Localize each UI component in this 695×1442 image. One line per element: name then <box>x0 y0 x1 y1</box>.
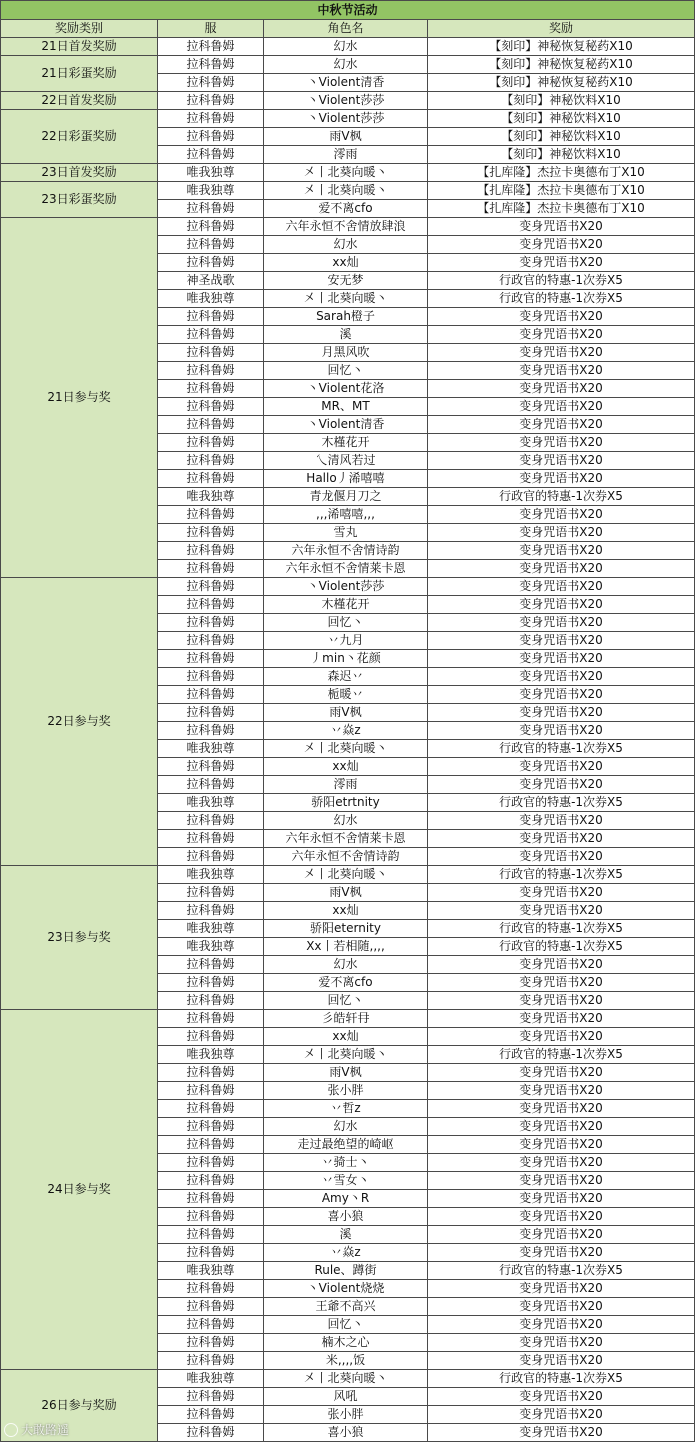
character-name-cell: 王爺不高兴 <box>264 1298 428 1316</box>
reward-cell: 变身咒语书X20 <box>428 650 695 668</box>
reward-cell: 变身咒语书X20 <box>428 218 695 236</box>
reward-cell: 【刻印】神秘恢复秘药X10 <box>428 38 695 56</box>
character-name-cell: 幻水 <box>264 812 428 830</box>
server-cell: 拉科鲁姆 <box>158 1028 264 1046</box>
server-cell: 拉科鲁姆 <box>158 686 264 704</box>
table-row <box>1 1010 695 1028</box>
character-name-cell: 彡皓轩冄 <box>264 1010 428 1028</box>
server-cell: 拉科鲁姆 <box>158 704 264 722</box>
reward-cell: 变身咒语书X20 <box>428 758 695 776</box>
category-cell: 26日参与奖励 <box>1 1370 158 1442</box>
server-cell: 唯我独尊 <box>158 488 264 506</box>
character-name-cell: 㐅丨北葵向暖丶 <box>264 1370 428 1388</box>
category-cell: 22日彩蛋奖励 <box>1 110 158 164</box>
character-name-cell: 㐅丨北葵向暖丶 <box>264 182 428 200</box>
category-cell: 23日彩蛋奖励 <box>1 182 158 218</box>
character-name-cell: 幻水 <box>264 56 428 74</box>
table-row <box>1 92 695 110</box>
server-cell: 拉科鲁姆 <box>158 1208 264 1226</box>
character-name-cell: 雪丸 <box>264 524 428 542</box>
character-name-cell: 张小胖 <box>264 1406 428 1424</box>
reward-cell: 变身咒语书X20 <box>428 1280 695 1298</box>
reward-cell: 行政官的特惠-1次券X5 <box>428 272 695 290</box>
server-cell: 拉科鲁姆 <box>158 506 264 524</box>
character-name-cell: 六年永恒不舍情莱卡恩 <box>264 560 428 578</box>
server-cell: 唯我独尊 <box>158 1262 264 1280</box>
table-row <box>1 182 695 200</box>
server-cell: 拉科鲁姆 <box>158 398 264 416</box>
server-cell: 拉科鲁姆 <box>158 812 264 830</box>
reward-cell: 变身咒语书X20 <box>428 452 695 470</box>
reward-cell: 行政官的特惠-1次券X5 <box>428 290 695 308</box>
reward-cell: 变身咒语书X20 <box>428 812 695 830</box>
reward-cell: 变身咒语书X20 <box>428 362 695 380</box>
server-cell: 唯我独尊 <box>158 164 264 182</box>
reward-cell: 变身咒语书X20 <box>428 1208 695 1226</box>
reward-cell: 变身咒语书X20 <box>428 542 695 560</box>
character-name-cell: 回忆丶 <box>264 362 428 380</box>
reward-cell: 变身咒语书X20 <box>428 992 695 1010</box>
server-cell: 拉科鲁姆 <box>158 1298 264 1316</box>
character-name-cell: 月黑风吹 <box>264 344 428 362</box>
character-name-cell: 森迟丷 <box>264 668 428 686</box>
reward-table-body <box>1 1 695 1442</box>
character-name-cell: 爱不离cfo <box>264 200 428 218</box>
reward-cell: 变身咒语书X20 <box>428 1244 695 1262</box>
server-cell: 拉科鲁姆 <box>158 884 264 902</box>
reward-cell: 【刻印】神秘恢复秘药X10 <box>428 74 695 92</box>
character-name-cell: 回忆丶 <box>264 614 428 632</box>
reward-cell: 【刻印】神秘饮料X10 <box>428 92 695 110</box>
character-name-cell: 骄阳eternity <box>264 920 428 938</box>
reward-cell: 行政官的特惠-1次券X5 <box>428 1370 695 1388</box>
server-cell: 拉科鲁姆 <box>158 200 264 218</box>
character-name-cell: 六年永恒不舍情放肆浪 <box>264 218 428 236</box>
character-name-cell: 骄阳etrtnity <box>264 794 428 812</box>
reward-cell: 变身咒语书X20 <box>428 974 695 992</box>
reward-cell: 变身咒语书X20 <box>428 722 695 740</box>
server-cell: 拉科鲁姆 <box>158 1334 264 1352</box>
reward-cell: 变身咒语书X20 <box>428 416 695 434</box>
character-name-cell: 丷焱z <box>264 1244 428 1262</box>
character-name-cell: 风吼 <box>264 1388 428 1406</box>
server-cell: 拉科鲁姆 <box>158 956 264 974</box>
server-cell: 拉科鲁姆 <box>158 416 264 434</box>
watermark-text: 大敢路遥 <box>21 1423 70 1437</box>
category-cell: 23日首发奖励 <box>1 164 158 182</box>
character-name-cell: 幻水 <box>264 236 428 254</box>
category-cell: 22日首发奖励 <box>1 92 158 110</box>
reward-cell: 【扎库隆】杰拉卡奥德布丁X10 <box>428 200 695 218</box>
character-name-cell: Xx丨若相随,,,, <box>264 938 428 956</box>
reward-cell: 变身咒语书X20 <box>428 524 695 542</box>
reward-cell: 变身咒语书X20 <box>428 1226 695 1244</box>
server-cell: 拉科鲁姆 <box>158 1154 264 1172</box>
title-row <box>1 1 695 20</box>
category-cell: 23日参与奖 <box>1 866 158 1010</box>
character-name-cell: MR、MT <box>264 398 428 416</box>
category-cell: 21日彩蛋奖励 <box>1 56 158 92</box>
server-cell: 拉科鲁姆 <box>158 1190 264 1208</box>
character-name-cell: 六年永恒不舍情诗韵 <box>264 542 428 560</box>
reward-cell: 行政官的特惠-1次券X5 <box>428 920 695 938</box>
character-name-cell: 六年永恒不舍情莱卡恩 <box>264 830 428 848</box>
category-cell: 21日参与奖 <box>1 218 158 578</box>
character-name-cell: 幻水 <box>264 956 428 974</box>
reward-cell: 变身咒语书X20 <box>428 1010 695 1028</box>
server-cell: 拉科鲁姆 <box>158 1280 264 1298</box>
character-name-cell: 丶Violent莎莎 <box>264 92 428 110</box>
reward-cell: 变身咒语书X20 <box>428 1352 695 1370</box>
category-cell: 24日参与奖 <box>1 1010 158 1370</box>
reward-cell: 变身咒语书X20 <box>428 398 695 416</box>
header-reward: 奖励 <box>428 20 695 38</box>
reward-cell: 行政官的特惠-1次券X5 <box>428 794 695 812</box>
table-row <box>1 164 695 182</box>
character-name-cell: 安无梦 <box>264 272 428 290</box>
reward-cell: 变身咒语书X20 <box>428 704 695 722</box>
reward-cell: 变身咒语书X20 <box>428 1064 695 1082</box>
character-name-cell: xx灿 <box>264 254 428 272</box>
server-cell: 唯我独尊 <box>158 182 264 200</box>
reward-cell: 变身咒语书X20 <box>428 1190 695 1208</box>
character-name-cell: 回忆丶 <box>264 992 428 1010</box>
character-name-cell: 丶Violent莎莎 <box>264 110 428 128</box>
server-cell: 唯我独尊 <box>158 938 264 956</box>
reward-cell: 变身咒语书X20 <box>428 1136 695 1154</box>
character-name-cell: 㐅丨北葵向暖丶 <box>264 866 428 884</box>
reward-cell: 变身咒语书X20 <box>428 1406 695 1424</box>
reward-cell: 变身咒语书X20 <box>428 614 695 632</box>
reward-cell: 变身咒语书X20 <box>428 1388 695 1406</box>
character-name-cell: 回忆丶 <box>264 1316 428 1334</box>
server-cell: 拉科鲁姆 <box>158 92 264 110</box>
character-name-cell: 木槿花开 <box>264 434 428 452</box>
character-name-cell: 楠木之心 <box>264 1334 428 1352</box>
character-name-cell: 㐅丨北葵向暖丶 <box>264 164 428 182</box>
reward-cell: 【刻印】神秘饮料X10 <box>428 128 695 146</box>
server-cell: 拉科鲁姆 <box>158 74 264 92</box>
reward-cell: 变身咒语书X20 <box>428 434 695 452</box>
server-cell: 拉科鲁姆 <box>158 1136 264 1154</box>
reward-cell: 变身咒语书X20 <box>428 308 695 326</box>
character-name-cell: 㐅丨北葵向暖丶 <box>264 740 428 758</box>
character-name-cell: 丶Violent花洛 <box>264 380 428 398</box>
server-cell: 拉科鲁姆 <box>158 668 264 686</box>
server-cell: 拉科鲁姆 <box>158 1172 264 1190</box>
reward-cell: 变身咒语书X20 <box>428 326 695 344</box>
header-row <box>1 20 695 38</box>
character-name-cell: Rule、蹲街 <box>264 1262 428 1280</box>
reward-cell: 变身咒语书X20 <box>428 380 695 398</box>
reward-cell: 变身咒语书X20 <box>428 632 695 650</box>
table-row <box>1 56 695 74</box>
table-row <box>1 218 695 236</box>
character-name-cell: 爱不离cfo <box>264 974 428 992</box>
reward-cell: 变身咒语书X20 <box>428 1316 695 1334</box>
table-title: 中秋节活动 <box>1 1 695 20</box>
reward-cell: 【刻印】神秘饮料X10 <box>428 146 695 164</box>
server-cell: 拉科鲁姆 <box>158 1082 264 1100</box>
server-cell: 拉科鲁姆 <box>158 578 264 596</box>
reward-cell: 行政官的特惠-1次券X5 <box>428 488 695 506</box>
server-cell: 拉科鲁姆 <box>158 1406 264 1424</box>
character-name-cell: xx灿 <box>264 902 428 920</box>
server-cell: 拉科鲁姆 <box>158 1100 264 1118</box>
character-name-cell: 丿min丶花颜 <box>264 650 428 668</box>
character-name-cell: 幻水 <box>264 38 428 56</box>
server-cell: 拉科鲁姆 <box>158 1226 264 1244</box>
server-cell: 唯我独尊 <box>158 866 264 884</box>
reward-cell: 变身咒语书X20 <box>428 1028 695 1046</box>
server-cell: 拉科鲁姆 <box>158 434 264 452</box>
server-cell: 拉科鲁姆 <box>158 326 264 344</box>
character-name-cell: 澪雨 <box>264 146 428 164</box>
reward-cell: 变身咒语书X20 <box>428 344 695 362</box>
server-cell: 拉科鲁姆 <box>158 848 264 866</box>
server-cell: 拉科鲁姆 <box>158 1118 264 1136</box>
reward-cell: 变身咒语书X20 <box>428 506 695 524</box>
character-name-cell: 㐅丨北葵向暖丶 <box>264 290 428 308</box>
server-cell: 拉科鲁姆 <box>158 1244 264 1262</box>
character-name-cell: 丶Violent清香 <box>264 416 428 434</box>
server-cell: 唯我独尊 <box>158 1046 264 1064</box>
character-name-cell: 雨V枫 <box>264 704 428 722</box>
server-cell: 拉科鲁姆 <box>158 56 264 74</box>
character-name-cell: 雨V枫 <box>264 1064 428 1082</box>
reward-cell: 行政官的特惠-1次券X5 <box>428 866 695 884</box>
server-cell: 拉科鲁姆 <box>158 452 264 470</box>
watermark <box>4 1421 69 1438</box>
character-name-cell: 喜小狼 <box>264 1208 428 1226</box>
server-cell: 拉科鲁姆 <box>158 596 264 614</box>
server-cell: 拉科鲁姆 <box>158 992 264 1010</box>
character-name-cell: Hallo丿浠嘻嘻 <box>264 470 428 488</box>
watermark-logo-icon <box>4 1423 18 1437</box>
server-cell: 唯我独尊 <box>158 1370 264 1388</box>
reward-cell: 行政官的特惠-1次券X5 <box>428 740 695 758</box>
server-cell: 拉科鲁姆 <box>158 1352 264 1370</box>
character-name-cell: ,,,浠嘻嘻,,, <box>264 506 428 524</box>
server-cell: 拉科鲁姆 <box>158 254 264 272</box>
server-cell: 拉科鲁姆 <box>158 1064 264 1082</box>
reward-cell: 变身咒语书X20 <box>428 1100 695 1118</box>
server-cell: 拉科鲁姆 <box>158 362 264 380</box>
server-cell: 拉科鲁姆 <box>158 470 264 488</box>
character-name-cell: 丶Violent烧烧 <box>264 1280 428 1298</box>
reward-cell: 变身咒语书X20 <box>428 1424 695 1442</box>
server-cell: 拉科鲁姆 <box>158 344 264 362</box>
reward-cell: 变身咒语书X20 <box>428 1118 695 1136</box>
server-cell: 拉科鲁姆 <box>158 758 264 776</box>
server-cell: 拉科鲁姆 <box>158 560 264 578</box>
table-row <box>1 110 695 128</box>
character-name-cell: 走过最绝望的崎岖 <box>264 1136 428 1154</box>
reward-cell: 变身咒语书X20 <box>428 578 695 596</box>
reward-cell: 变身咒语书X20 <box>428 956 695 974</box>
reward-cell: 变身咒语书X20 <box>428 830 695 848</box>
server-cell: 拉科鲁姆 <box>158 1388 264 1406</box>
character-name-cell: 丷九月 <box>264 632 428 650</box>
table-row <box>1 866 695 884</box>
server-cell: 拉科鲁姆 <box>158 128 264 146</box>
character-name-cell: 澪雨 <box>264 776 428 794</box>
reward-cell: 变身咒语书X20 <box>428 1172 695 1190</box>
reward-cell: 行政官的特惠-1次券X5 <box>428 1046 695 1064</box>
character-name-cell: Amy丶R <box>264 1190 428 1208</box>
reward-cell: 变身咒语书X20 <box>428 848 695 866</box>
reward-cell: 【刻印】神秘饮料X10 <box>428 110 695 128</box>
reward-cell: 变身咒语书X20 <box>428 254 695 272</box>
reward-cell: 【刻印】神秘恢复秘药X10 <box>428 56 695 74</box>
reward-cell: 行政官的特惠-1次券X5 <box>428 1262 695 1280</box>
header-character: 角色名 <box>264 20 428 38</box>
reward-cell: 变身咒语书X20 <box>428 686 695 704</box>
server-cell: 拉科鲁姆 <box>158 218 264 236</box>
reward-cell: 变身咒语书X20 <box>428 1082 695 1100</box>
character-name-cell: 丶Violent莎莎 <box>264 578 428 596</box>
character-name-cell: 雨V枫 <box>264 884 428 902</box>
reward-cell: 变身咒语书X20 <box>428 470 695 488</box>
reward-cell: 【扎库隆】杰拉卡奥德布丁X10 <box>428 164 695 182</box>
server-cell: 拉科鲁姆 <box>158 902 264 920</box>
server-cell: 拉科鲁姆 <box>158 1424 264 1442</box>
server-cell: 唯我独尊 <box>158 794 264 812</box>
header-server: 服 <box>158 20 264 38</box>
character-name-cell: 丷焱z <box>264 722 428 740</box>
character-name-cell: xx灿 <box>264 1028 428 1046</box>
character-name-cell: 雨V枫 <box>264 128 428 146</box>
reward-cell: 变身咒语书X20 <box>428 1154 695 1172</box>
character-name-cell: 六年永恒不舍情诗韵 <box>264 848 428 866</box>
server-cell: 拉科鲁姆 <box>158 776 264 794</box>
server-cell: 拉科鲁姆 <box>158 146 264 164</box>
category-cell: 21日首发奖励 <box>1 38 158 56</box>
server-cell: 拉科鲁姆 <box>158 830 264 848</box>
character-name-cell: 丷骑士丶 <box>264 1154 428 1172</box>
character-name-cell: 丷雪女丶 <box>264 1172 428 1190</box>
character-name-cell: xx灿 <box>264 758 428 776</box>
reward-cell: 【扎库隆】杰拉卡奥德布丁X10 <box>428 182 695 200</box>
reward-cell: 变身咒语书X20 <box>428 1334 695 1352</box>
character-name-cell: 幻水 <box>264 1118 428 1136</box>
reward-cell: 变身咒语书X20 <box>428 560 695 578</box>
character-name-cell: 张小胖 <box>264 1082 428 1100</box>
reward-cell: 变身咒语书X20 <box>428 884 695 902</box>
reward-cell: 变身咒语书X20 <box>428 902 695 920</box>
reward-cell: 变身咒语书X20 <box>428 776 695 794</box>
character-name-cell: 米,,,,饭 <box>264 1352 428 1370</box>
server-cell: 拉科鲁姆 <box>158 722 264 740</box>
character-name-cell: 㐅丨北葵向暖丶 <box>264 1046 428 1064</box>
server-cell: 拉科鲁姆 <box>158 1010 264 1028</box>
reward-cell: 变身咒语书X20 <box>428 668 695 686</box>
character-name-cell: 溪 <box>264 326 428 344</box>
character-name-cell: 木槿花开 <box>264 596 428 614</box>
reward-cell: 变身咒语书X20 <box>428 1298 695 1316</box>
table-row <box>1 1370 695 1388</box>
character-name-cell: 溪 <box>264 1226 428 1244</box>
server-cell: 拉科鲁姆 <box>158 974 264 992</box>
server-cell: 拉科鲁姆 <box>158 380 264 398</box>
server-cell: 拉科鲁姆 <box>158 1316 264 1334</box>
character-name-cell: 丶Violent清香 <box>264 74 428 92</box>
character-name-cell: 丷哲z <box>264 1100 428 1118</box>
character-name-cell: Sarah橙子 <box>264 308 428 326</box>
server-cell: 拉科鲁姆 <box>158 650 264 668</box>
server-cell: 拉科鲁姆 <box>158 110 264 128</box>
server-cell: 拉科鲁姆 <box>158 524 264 542</box>
character-name-cell: 栀暖丷 <box>264 686 428 704</box>
header-category: 奖励类别 <box>1 20 158 38</box>
reward-cell: 变身咒语书X20 <box>428 596 695 614</box>
server-cell: 唯我独尊 <box>158 920 264 938</box>
character-name-cell: 乀清风若过 <box>264 452 428 470</box>
reward-cell: 行政官的特惠-1次券X5 <box>428 938 695 956</box>
character-name-cell: 青龙偃月刀之 <box>264 488 428 506</box>
table-row <box>1 578 695 596</box>
reward-cell: 变身咒语书X20 <box>428 236 695 254</box>
server-cell: 拉科鲁姆 <box>158 236 264 254</box>
server-cell: 神圣战歌 <box>158 272 264 290</box>
server-cell: 拉科鲁姆 <box>158 308 264 326</box>
server-cell: 唯我独尊 <box>158 290 264 308</box>
server-cell: 拉科鲁姆 <box>158 542 264 560</box>
category-cell: 22日参与奖 <box>1 578 158 866</box>
server-cell: 拉科鲁姆 <box>158 38 264 56</box>
character-name-cell: 喜小狼 <box>264 1424 428 1442</box>
table-row <box>1 38 695 56</box>
server-cell: 拉科鲁姆 <box>158 632 264 650</box>
server-cell: 拉科鲁姆 <box>158 614 264 632</box>
server-cell: 唯我独尊 <box>158 740 264 758</box>
